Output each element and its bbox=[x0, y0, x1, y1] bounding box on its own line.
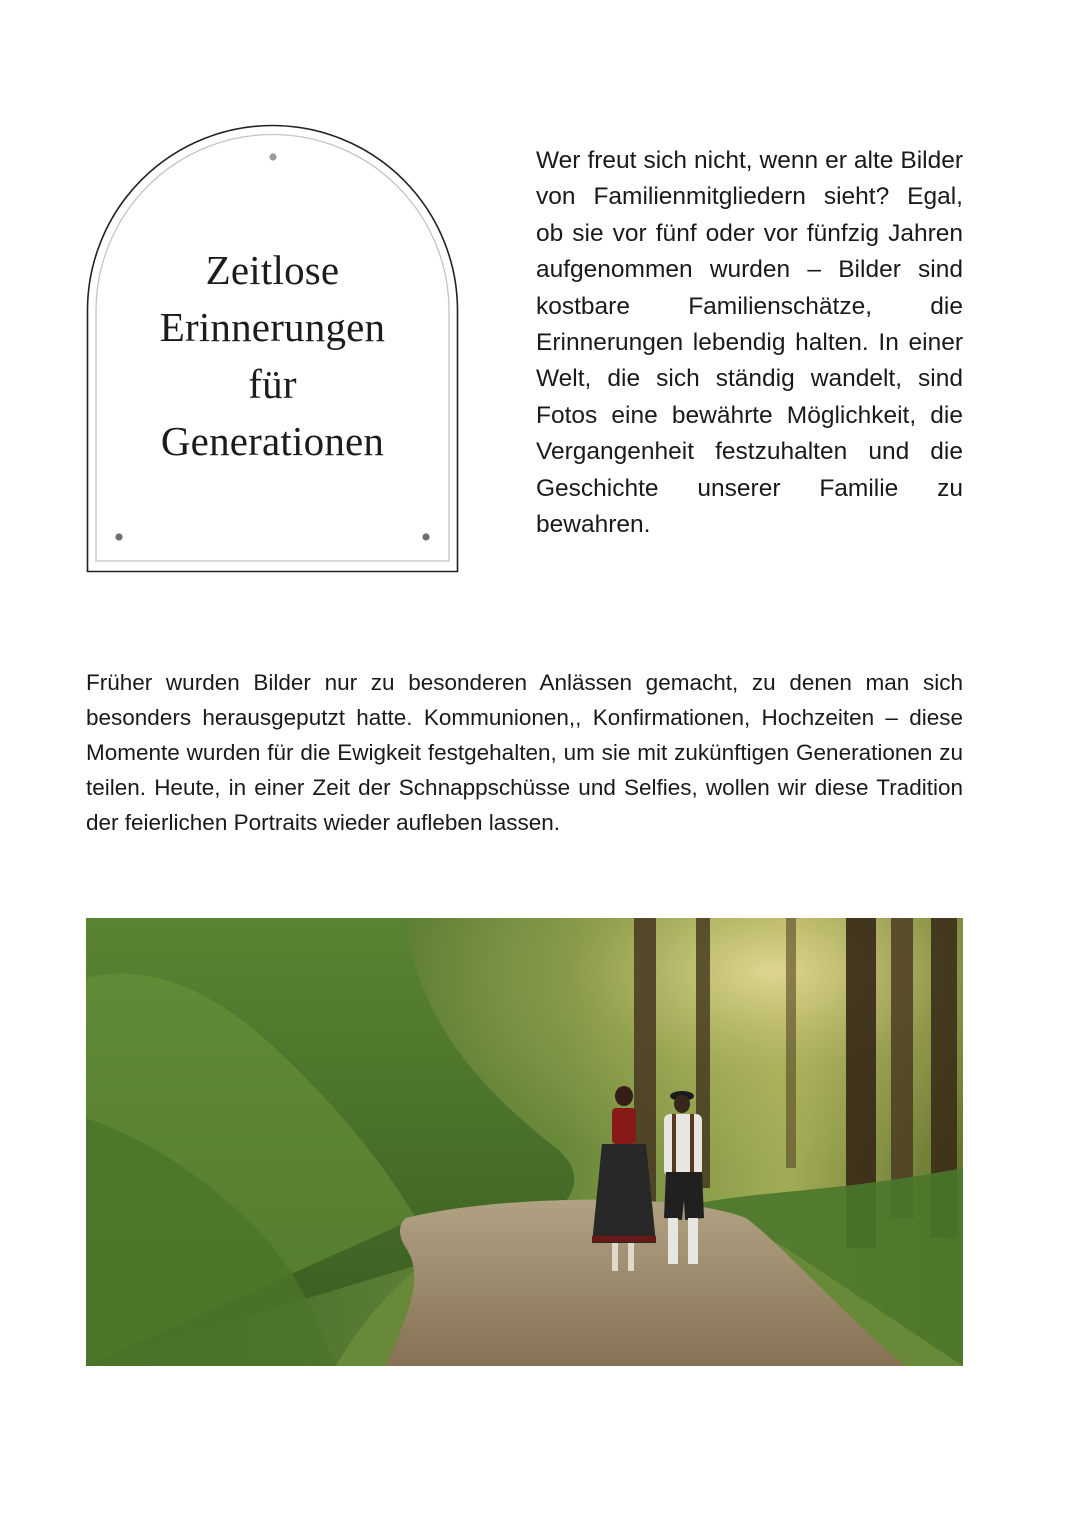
body-paragraph: Früher wurden Bilder nur zu besonderen Anlässen gemacht, zu denen man sich besonders herausgeputzt hatte. Kommunionen,, Konfirmationen, Hochzeiten – diese Momente wurden für die Ewigkeit festgehalten, um sie mit zukünftigen Generationen zu teilen. Heute, in einer Zeit der Schnappschüsse und Selfies, wollen wir diese Tradition der feierlichen Portraits wieder aufleben lassen. bbox=[86, 670, 963, 835]
forest-path-illustration bbox=[86, 918, 963, 1366]
intro-paragraph: Wer freut sich nicht, wenn er alte Bilder von Familienmitgliedern sieht? Egal, ob sie vor fünf oder vor fünfzig Jahren aufgenommen wurden – Bilder sind kostbare Familienschätze, die Erinnerungen lebendig halten. In einer Welt, die sich ständig wandelt, sind Fotos eine bewährte Möglichkeit, die Vergangenheit festzuhalten und die Geschichte unserer Familie zu bewahren. bbox=[536, 147, 963, 539]
card-title-line-1: Zeitlose bbox=[205, 247, 340, 293]
card-title bbox=[86, 242, 459, 470]
title-card bbox=[86, 124, 459, 573]
card-title-line-2: Erinnerungen bbox=[159, 304, 386, 350]
card-title-line-4: Generationen bbox=[160, 418, 385, 464]
card-title-line-3: für bbox=[248, 361, 297, 407]
forest-path-photo bbox=[86, 918, 963, 1366]
bottom-right-dot-ornament bbox=[422, 533, 429, 540]
bottom-left-dot-ornament bbox=[115, 533, 122, 540]
top-dot-ornament bbox=[269, 153, 276, 160]
